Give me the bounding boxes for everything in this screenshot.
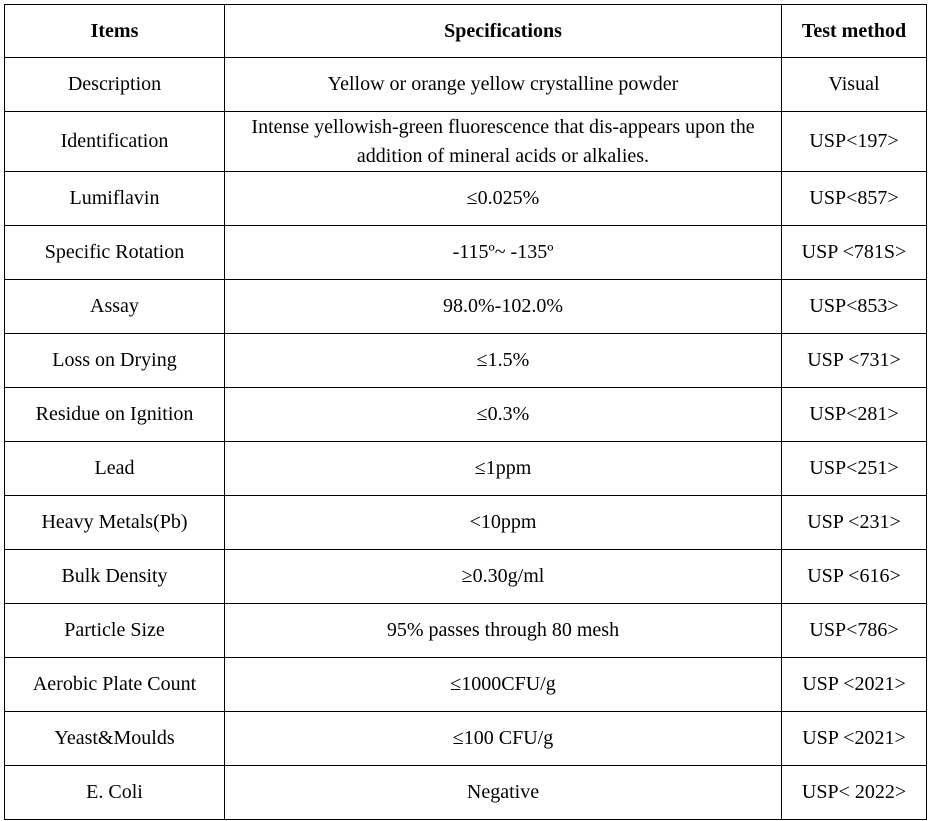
row-spec: 95% passes through 80 mesh	[225, 604, 782, 658]
specification-table	[4, 4, 927, 820]
row-item: Particle Size	[5, 604, 225, 658]
row-method: USP<857>	[782, 172, 927, 226]
row-spec: ≤0.3%	[225, 388, 782, 442]
row-method: USP <781S>	[782, 226, 927, 280]
row-spec: Intense yellowish-green fluorescence that dis-appears upon the addition of mineral acids or alkalies.	[225, 112, 782, 172]
row-method: USP<786>	[782, 604, 927, 658]
header-items: Items	[5, 5, 225, 58]
row-item: Description	[5, 58, 225, 112]
table-row	[5, 496, 927, 550]
row-method: USP <731>	[782, 334, 927, 388]
row-item: Lumiflavin	[5, 172, 225, 226]
row-item: E. Coli	[5, 766, 225, 820]
row-item: Heavy Metals(Pb)	[5, 496, 225, 550]
row-spec: ≤1.5%	[225, 334, 782, 388]
row-item: Aerobic Plate Count	[5, 658, 225, 712]
row-item: Assay	[5, 280, 225, 334]
table-row	[5, 226, 927, 280]
row-method: USP<853>	[782, 280, 927, 334]
row-item: Residue on Ignition	[5, 388, 225, 442]
row-spec: ≥0.30g/ml	[225, 550, 782, 604]
row-item: Bulk Density	[5, 550, 225, 604]
row-spec: Yellow or orange yellow crystalline powder	[225, 58, 782, 112]
row-item: Loss on Drying	[5, 334, 225, 388]
row-method: USP<197>	[782, 112, 927, 172]
table-row	[5, 766, 927, 820]
table-row	[5, 658, 927, 712]
table-row	[5, 58, 927, 112]
row-spec: ≤1ppm	[225, 442, 782, 496]
row-spec: Negative	[225, 766, 782, 820]
table-row	[5, 334, 927, 388]
table-row	[5, 280, 927, 334]
row-item: Specific Rotation	[5, 226, 225, 280]
table-row	[5, 172, 927, 226]
row-item: Identification	[5, 112, 225, 172]
table-row	[5, 442, 927, 496]
row-spec: -115º~ -135º	[225, 226, 782, 280]
row-item: Yeast&Moulds	[5, 712, 225, 766]
row-spec: ≤0.025%	[225, 172, 782, 226]
row-method: USP <231>	[782, 496, 927, 550]
table-row	[5, 712, 927, 766]
table-body	[5, 58, 927, 820]
row-spec: ≤1000CFU/g	[225, 658, 782, 712]
table-row	[5, 112, 927, 172]
row-method: USP<251>	[782, 442, 927, 496]
row-method: USP <2021>	[782, 712, 927, 766]
header-specifications: Specifications	[225, 5, 782, 58]
table-row	[5, 550, 927, 604]
row-spec: 98.0%-102.0%	[225, 280, 782, 334]
row-method: USP< 2022>	[782, 766, 927, 820]
header-test-method: Test method	[782, 5, 927, 58]
table-row	[5, 604, 927, 658]
row-item: Lead	[5, 442, 225, 496]
row-spec: <10ppm	[225, 496, 782, 550]
row-method: Visual	[782, 58, 927, 112]
row-method: USP<281>	[782, 388, 927, 442]
row-spec: ≤100 CFU/g	[225, 712, 782, 766]
header-row	[5, 5, 927, 58]
table-row	[5, 388, 927, 442]
table-header	[5, 5, 927, 58]
row-method: USP <2021>	[782, 658, 927, 712]
row-method: USP <616>	[782, 550, 927, 604]
